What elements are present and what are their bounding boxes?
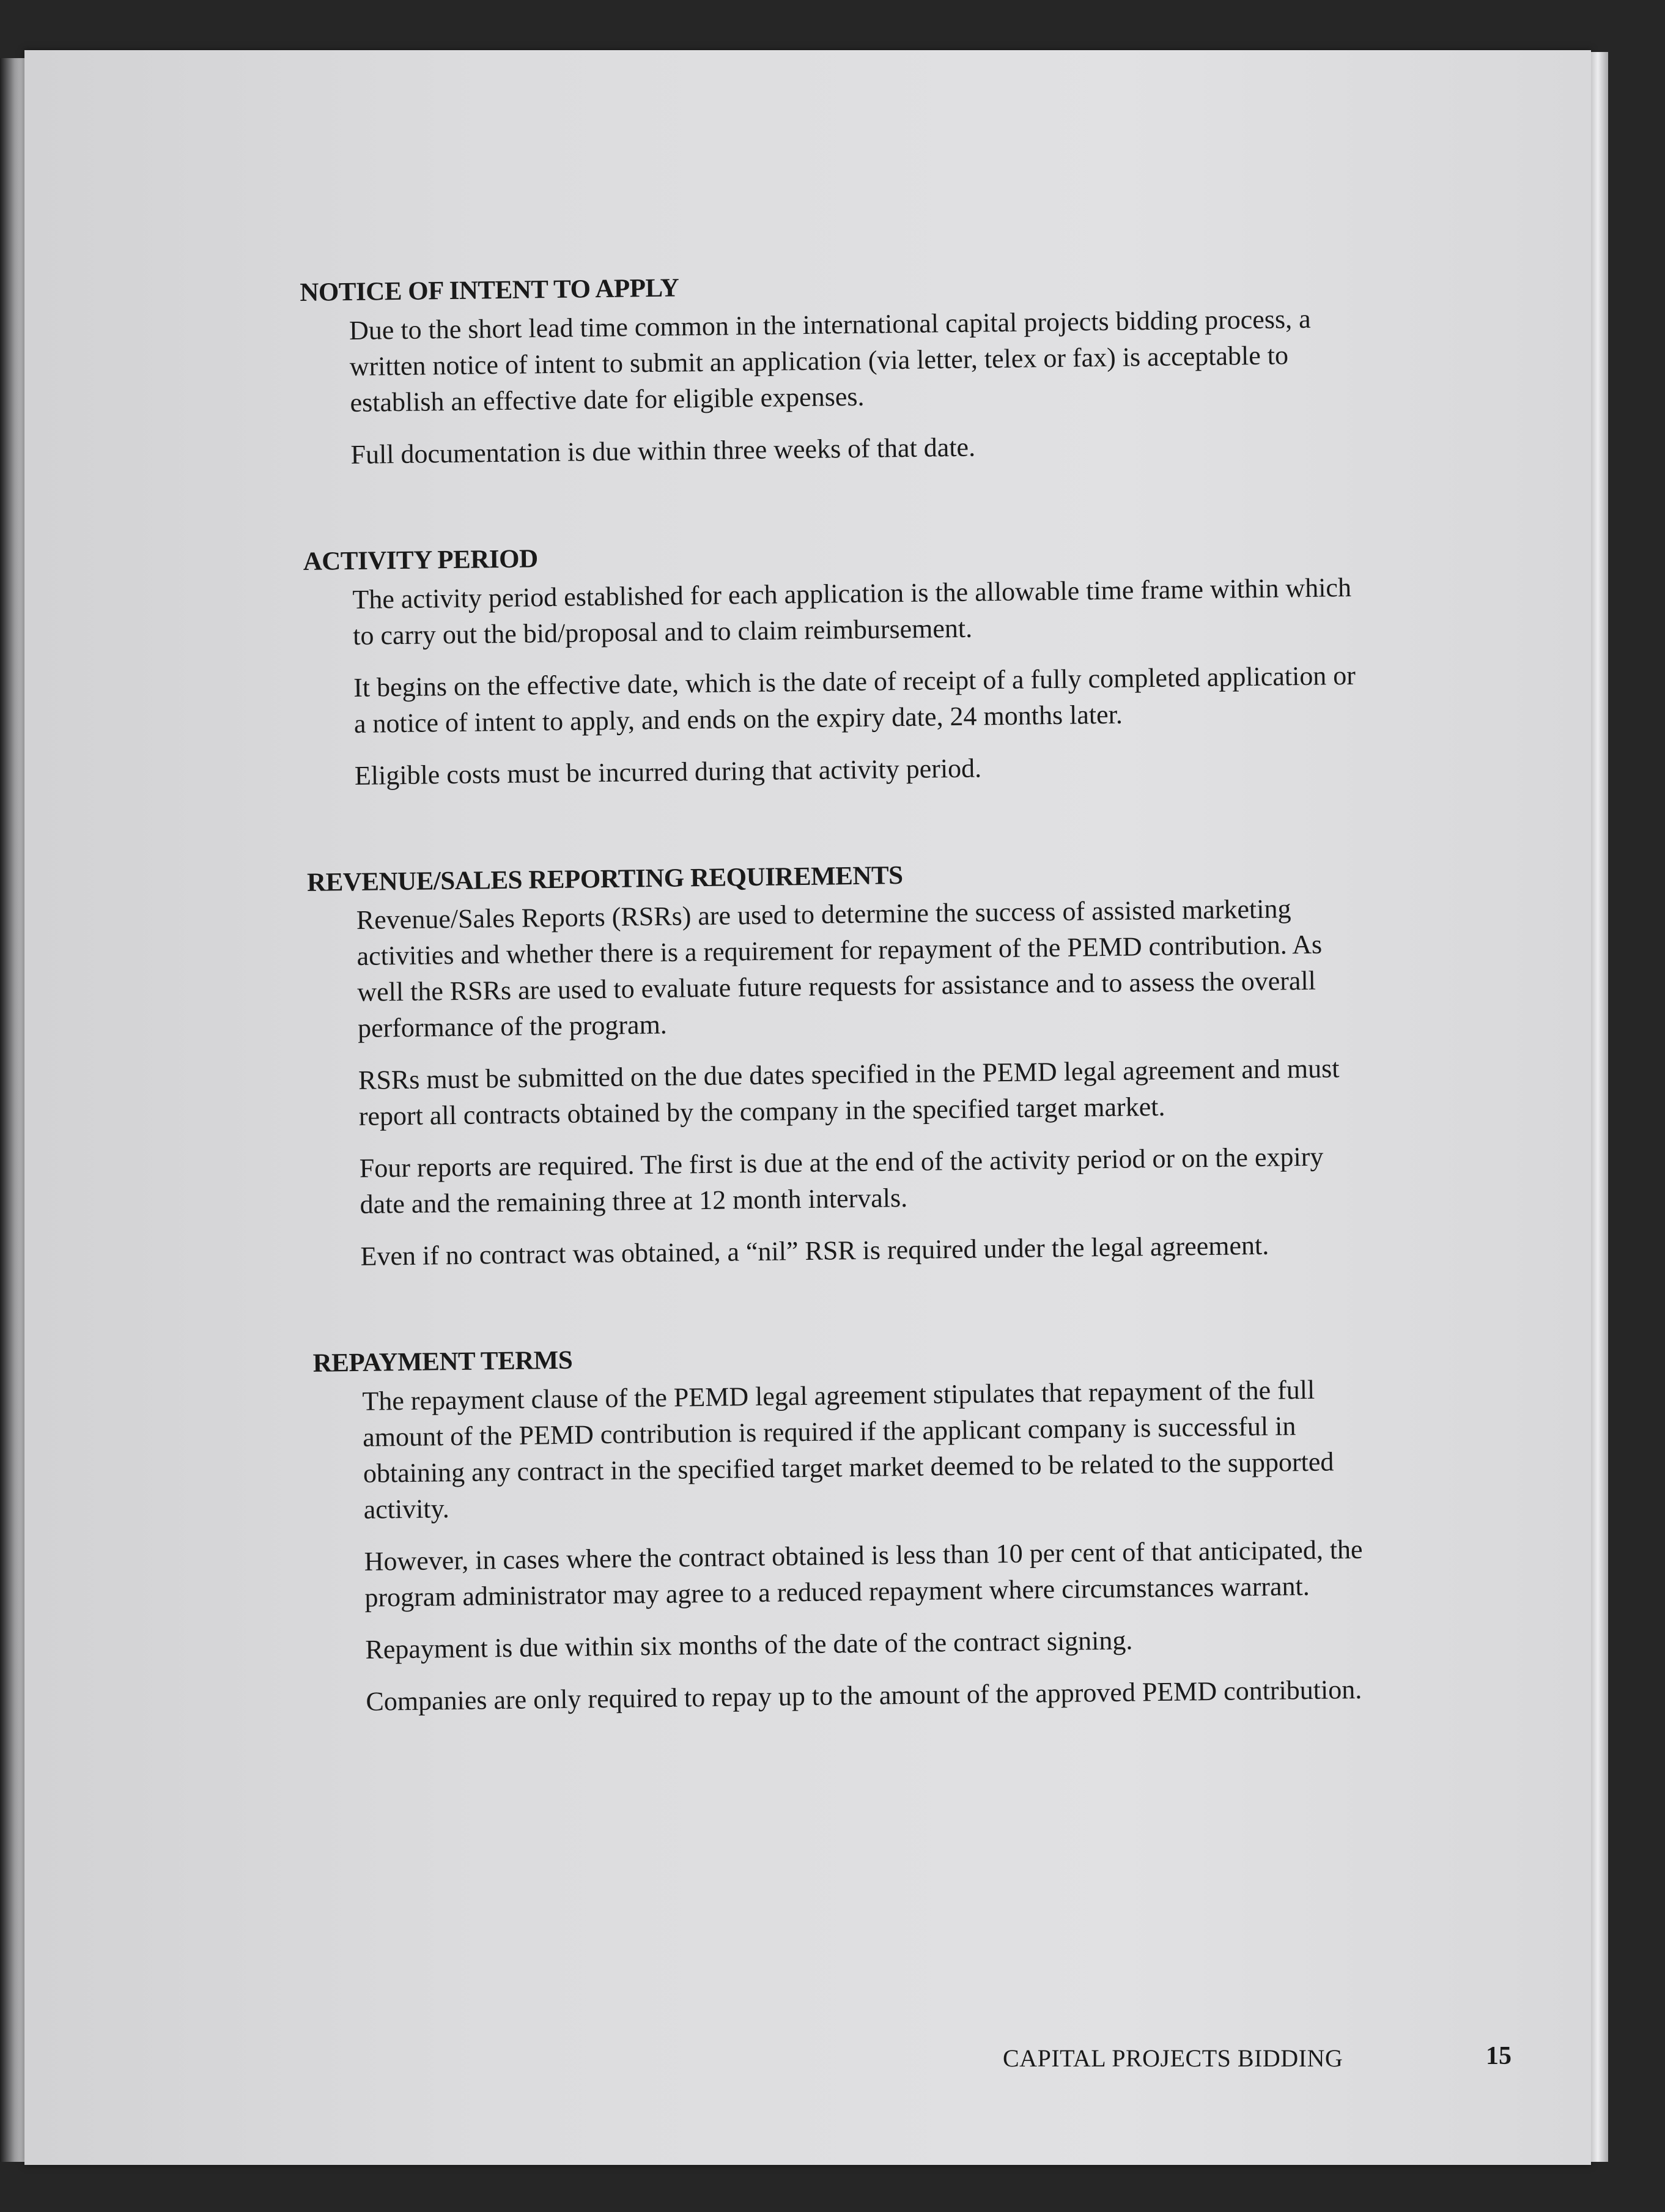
page-content xyxy=(300,263,1394,1792)
paragraph: Companies are only required to repay up to the amount of the approved PEMD contribution. xyxy=(366,1674,1362,1717)
page-number: 15 xyxy=(1486,2042,1512,2070)
paragraph: Eligible costs must be incurred during that activity period. xyxy=(354,752,982,791)
section-heading: REVENUE/SALES REPORTING REQUIREMENTS xyxy=(306,860,903,897)
section-body xyxy=(362,1371,1375,1720)
right-page-edge xyxy=(1591,52,1608,2162)
section-body xyxy=(349,300,1360,473)
section-body xyxy=(356,890,1370,1274)
paragraph: The repayment clause of the PEMD legal agreement stipulates that repayment of the full amount of the PEMD contribution is required if the applicant company is successful in obtaining any contract in the specified target market deemed to be related to the supported activity. xyxy=(362,1374,1334,1525)
paragraph: Even if no contract was obtained, a “nil” RSR is required under the legal agreement. xyxy=(360,1230,1269,1272)
paragraph: RSRs must be submitted on the due dates specified in the PEMD legal agreement and must report all contracts obtained by the company in the specified target market. xyxy=(358,1053,1340,1132)
section-activity-period xyxy=(303,532,1382,794)
paragraph: However, in cases where the contract obtained is less than 10 per cent of that anticipated, the program administrator may agree to a reduced repayment where circumstances warrant. xyxy=(364,1534,1363,1613)
paragraph: Full documentation is due within three weeks of that date. xyxy=(350,432,976,470)
section-heading: NOTICE OF INTENT TO APPLY xyxy=(300,273,679,307)
section-heading: ACTIVITY PERIOD xyxy=(303,544,538,576)
running-footer-title: CAPITAL PROJECTS BIDDING xyxy=(1003,2044,1343,2072)
section-revenue-sales-reporting xyxy=(307,853,1388,1275)
section-repayment-terms xyxy=(312,1334,1393,1720)
section-body xyxy=(352,569,1364,793)
paragraph: Revenue/Sales Reports (RSRs) are used to determine the success of assisted marketing activities and whether there is a requirement for repayment of the PEMD contribution. As well the RSRs are used to evaluate future requests for assistance and to assess the overall performance of the program. xyxy=(356,893,1323,1044)
paragraph: Due to the short lead time common in the international capital projects bidding process, a written notice of intent to submit an application (via letter, telex or fax) is acceptable to establish an effective date for eligible expenses. xyxy=(349,303,1311,418)
section-notice-of-intent xyxy=(300,263,1378,473)
section-heading: REPAYMENT TERMS xyxy=(312,1345,573,1378)
left-page-edge xyxy=(0,58,24,2162)
paragraph: It begins on the effective date, which is the date of receipt of a fully completed application or a notice of intent to apply, and ends on the expiry date, 24 months later. xyxy=(353,660,1356,739)
paragraph: Repayment is due within six months of the date of the contract signing. xyxy=(365,1625,1133,1665)
paragraph: Four reports are required. The first is due at the end of the activity period or on the expiry date and the remaining three at 12 month intervals. xyxy=(359,1141,1324,1220)
document-page xyxy=(24,50,1591,2165)
paragraph: The activity period established for each application is the allowable time frame within which to carry out the bid/proposal and to claim reimbursement. xyxy=(352,572,1352,651)
